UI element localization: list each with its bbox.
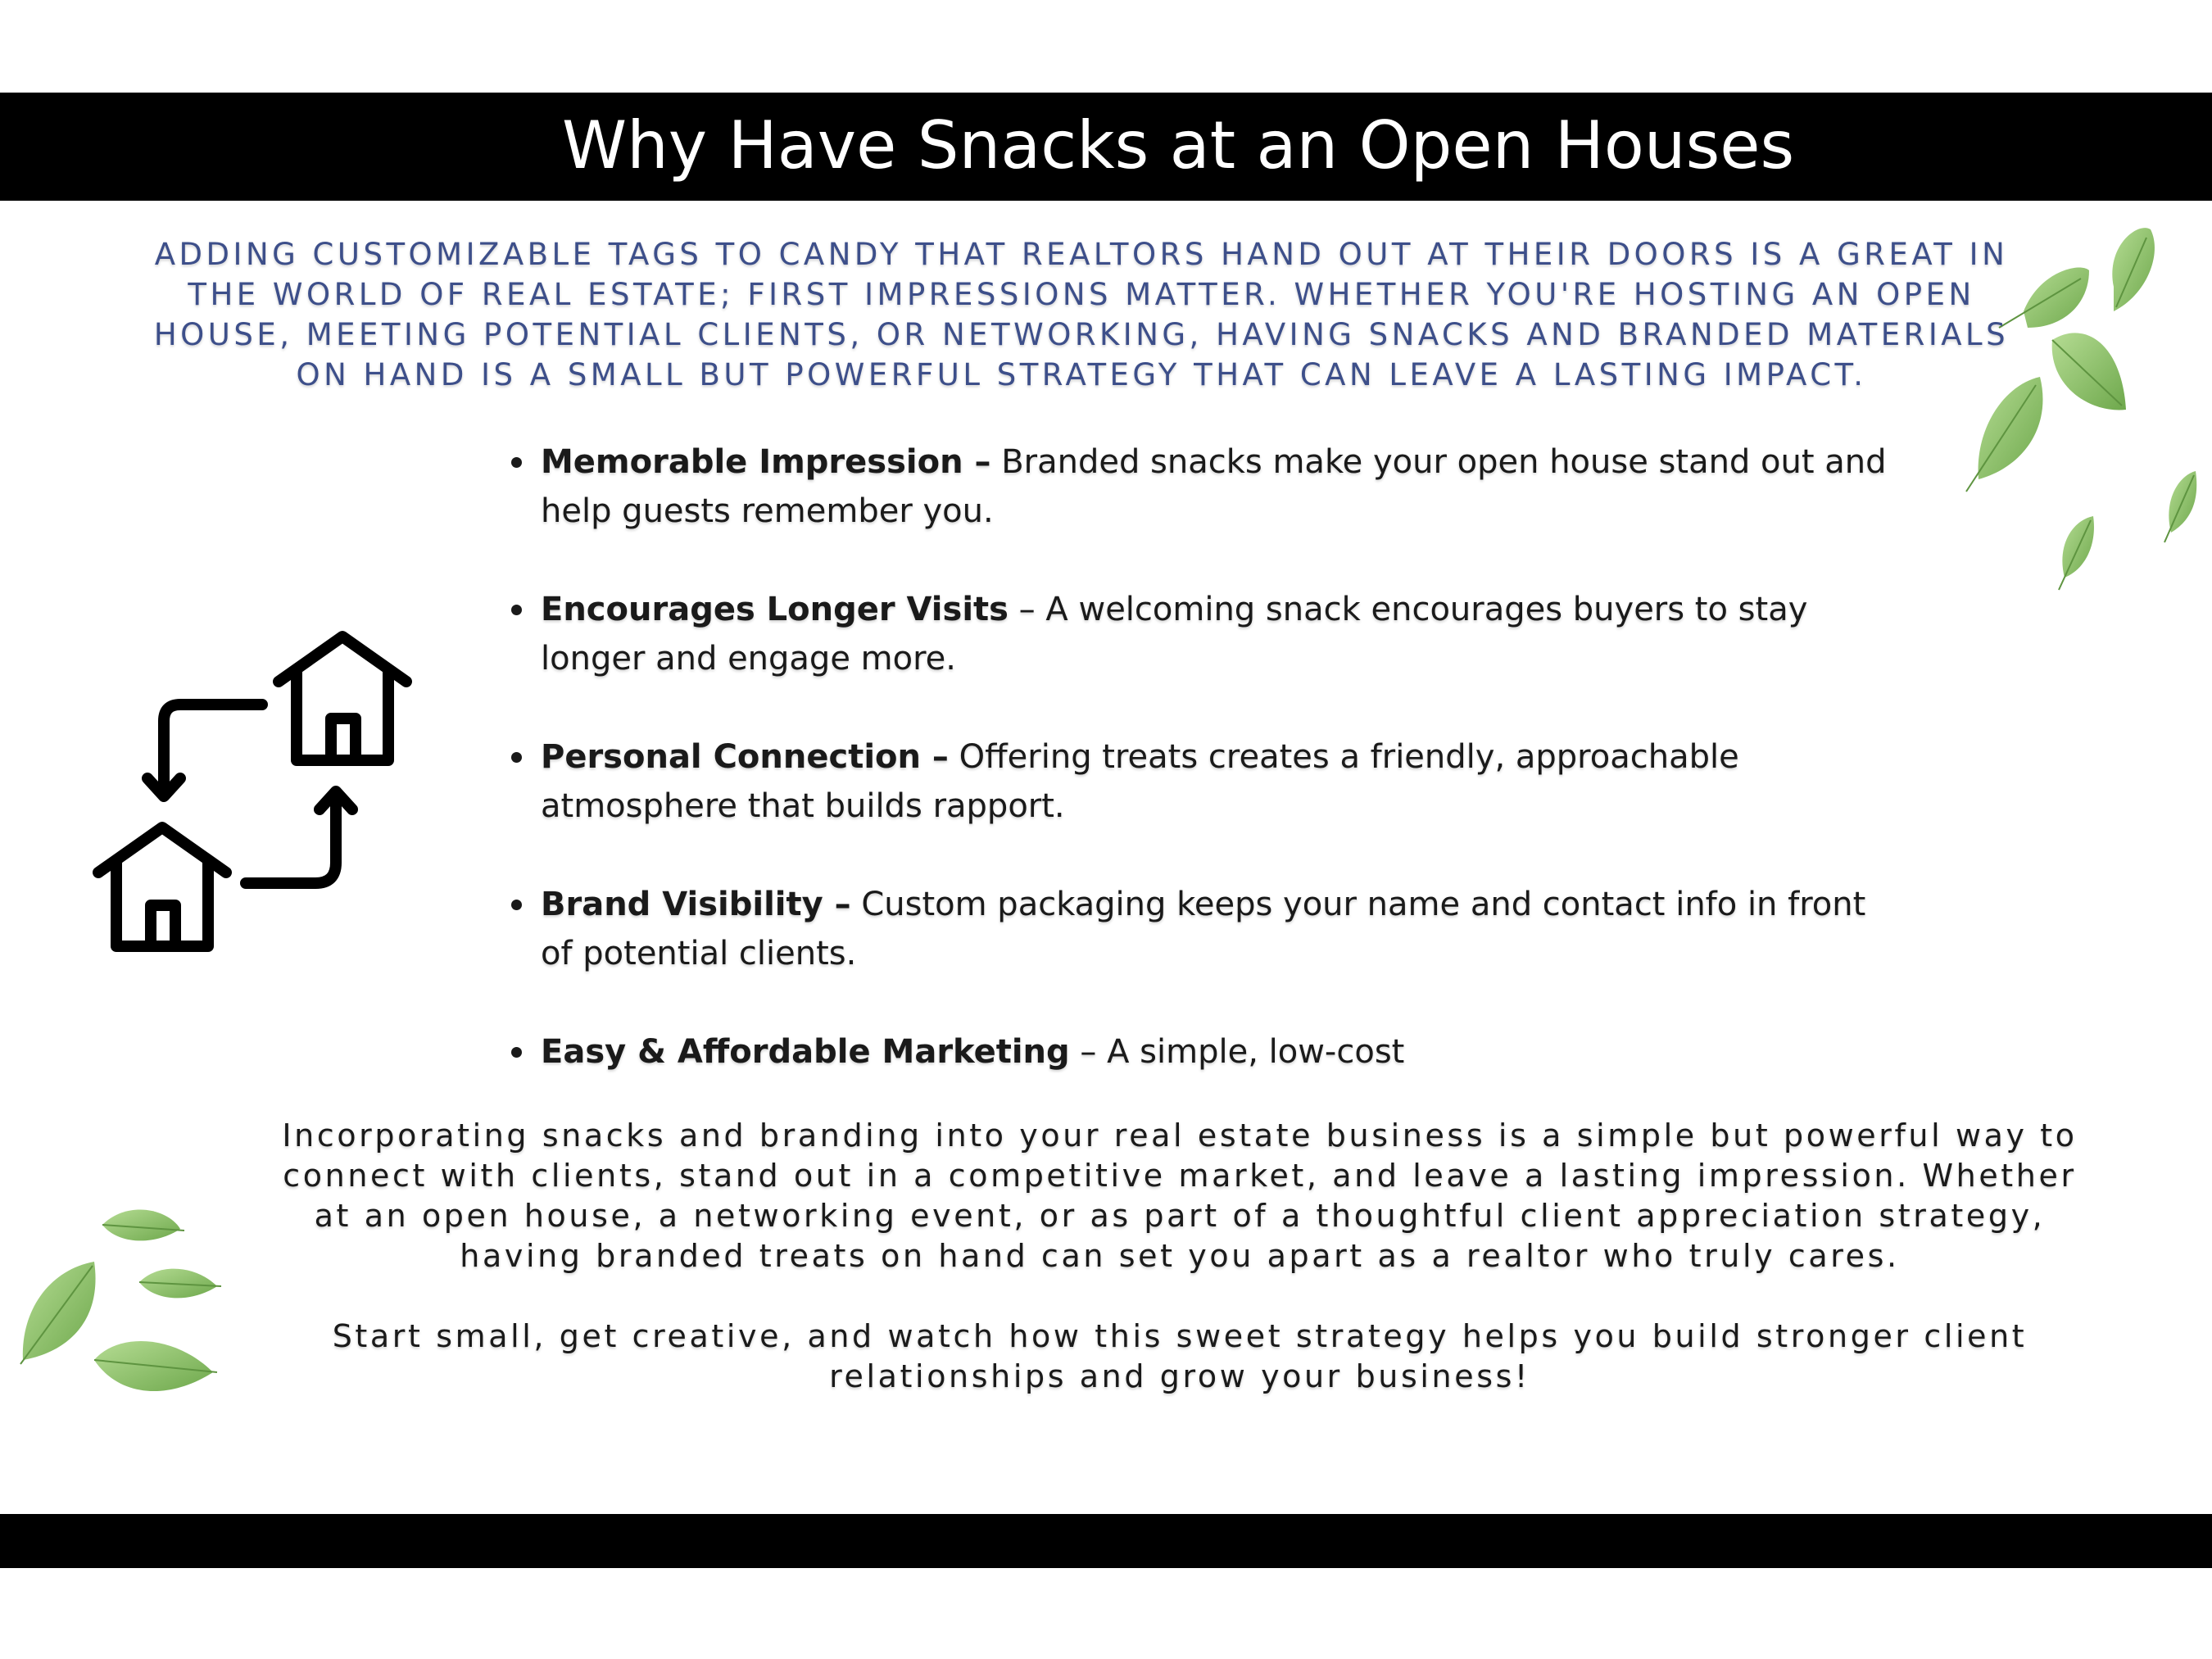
leaf-icon bbox=[94, 1341, 217, 1391]
bullet-text: Branded snacks make your open house stand out and help guests remember you. bbox=[541, 443, 1887, 530]
page-title: Why Have Snacks at an Open Houses bbox=[562, 107, 1795, 184]
bullet-text: – A simple, low-cost bbox=[1069, 1033, 1405, 1071]
benefits-list bbox=[500, 437, 1892, 1077]
bullet-dot-icon bbox=[511, 752, 522, 763]
leaf-icon bbox=[139, 1269, 221, 1299]
bullet-dot-icon bbox=[511, 1047, 522, 1058]
bullet-term: Encourages Longer Visits bbox=[541, 591, 1009, 628]
bullet-dot-icon bbox=[511, 900, 522, 910]
bullet-text: Offering treats creates a friendly, approachable atmosphere that builds rapport. bbox=[541, 738, 1739, 825]
list-item bbox=[500, 437, 1892, 536]
intro-paragraph: ADDING CUSTOMIZABLE TAGS TO CANDY THAT REALTORS HAND OUT AT THEIR DOORS IS A GREAT IN THE WORLD OF REAL ESTATE; FIRST IMPRESSIONS MATTER. WHETHER YOU'RE HOSTING AN OPEN HOUSE, MEETING POTENTIAL CLIENTS, OR NETWORKING, HAVING SNACKS AND BRANDED MATERIALS ON HAND IS A SMALL BUT POWERFUL STRATEGY THAT CAN LEAVE A LASTING IMPACT. bbox=[153, 237, 2010, 392]
leaves-bottom-left-icon bbox=[16, 1196, 229, 1409]
leaf-icon bbox=[2112, 228, 2155, 311]
list-item bbox=[500, 1027, 1892, 1077]
bullet-term: Personal Connection – bbox=[541, 738, 949, 776]
bullet-term: Memorable Impression – bbox=[541, 443, 991, 481]
closing-paragraph: Incorporating snacks and branding into your real estate business is a simple but powerful way to connect with clients, stand out in a competitive market, and leave a lasting impression. Whether at an open house, a networking event, or as part of a thoughtful client appreciation strategy, having branded treats on hand can set you apart as a realtor who truly cares. bbox=[282, 1117, 2078, 1274]
closing-paragraph: Start small, get creative, and watch how this sweet strategy helps you build stronger client relationships and grow your business! bbox=[332, 1318, 2028, 1394]
leaf-icon bbox=[2059, 516, 2094, 590]
leaf-icon bbox=[2164, 471, 2196, 542]
leaf-icon bbox=[102, 1209, 184, 1240]
closing-section bbox=[279, 1116, 2081, 1437]
bullet-dot-icon bbox=[511, 605, 522, 615]
list-item bbox=[500, 880, 1892, 978]
list-item bbox=[500, 732, 1892, 831]
leaf-icon bbox=[2052, 333, 2126, 410]
bullet-dot-icon bbox=[511, 457, 522, 468]
bullet-text: – A welcoming snack encourages buyers to stay longer and engage more. bbox=[541, 591, 1808, 678]
footer-bar bbox=[0, 1514, 2212, 1568]
bullet-term: Brand Visibility – bbox=[541, 886, 851, 923]
leaf-icon bbox=[20, 1262, 96, 1364]
house-exchange-icon bbox=[90, 631, 418, 959]
bullet-text: Custom packaging keeps your name and contact info in front of potential clients. bbox=[541, 886, 1866, 972]
bullet-term: Easy & Affordable Marketing bbox=[541, 1033, 1070, 1071]
list-item bbox=[500, 585, 1892, 683]
